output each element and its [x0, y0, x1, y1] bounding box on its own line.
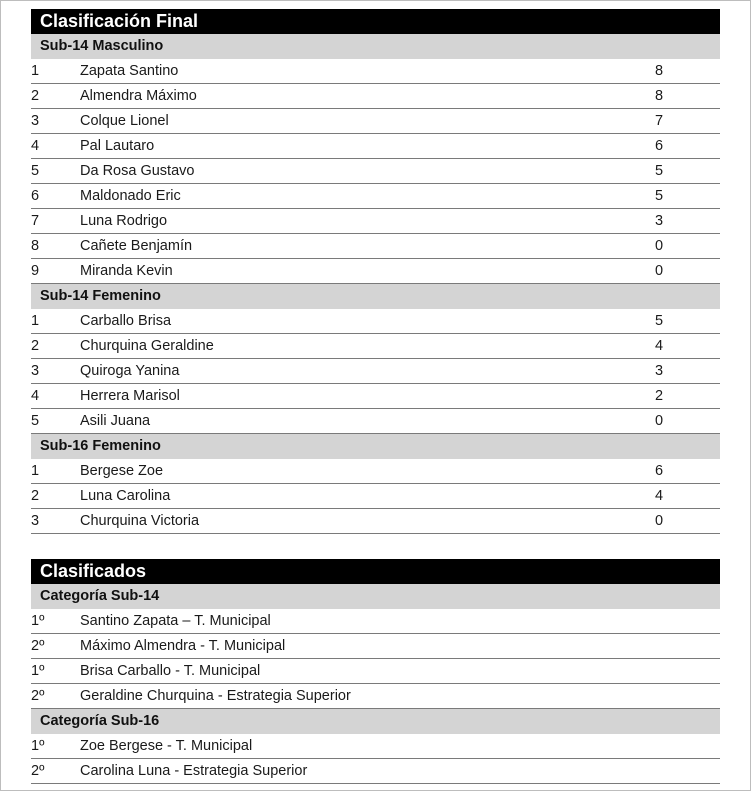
table-row	[31, 84, 720, 109]
position: 5	[31, 163, 40, 179]
position: 1	[31, 313, 40, 329]
player-name: Churquina Victoria	[80, 513, 200, 529]
qualified-title: Clasificados	[31, 559, 720, 584]
position: 2	[31, 488, 40, 504]
points: 0	[655, 263, 664, 279]
points: 0	[655, 513, 664, 529]
player-name: Da Rosa Gustavo	[80, 163, 195, 179]
player-name: Zapata Santino	[80, 63, 179, 79]
points: 4	[655, 338, 664, 354]
position: 1	[31, 63, 40, 79]
position: 3	[31, 363, 40, 379]
points: 6	[655, 138, 664, 154]
player-name: Luna Rodrigo	[80, 213, 168, 229]
group-header-sub14-masculino: Sub-14 Masculino	[31, 34, 720, 59]
position: 2	[31, 338, 40, 354]
points: 3	[655, 213, 664, 229]
table-row	[31, 159, 720, 184]
position: 4	[31, 388, 40, 404]
points: 3	[655, 363, 664, 379]
table-row	[31, 759, 720, 784]
position: 3	[31, 113, 40, 129]
group-header-sub16-femenino: Sub-16 Femenino	[31, 434, 720, 459]
group-header-categoria-sub14: Categoría Sub-14	[31, 584, 720, 609]
points: 0	[655, 413, 664, 429]
points: 7	[655, 113, 664, 129]
table-row	[31, 609, 720, 634]
placement: 1º	[31, 663, 45, 679]
player-name: Cañete Benjamín	[80, 238, 193, 254]
qualified-player: Geraldine Churquina - Estrategia Superior	[80, 688, 351, 704]
position: 2	[31, 88, 40, 104]
points: 2	[655, 388, 664, 404]
group-header-categoria-sub16: Categoría Sub-16	[31, 709, 720, 734]
position: 1	[31, 463, 40, 479]
table-row	[31, 734, 720, 759]
player-name: Maldonado Eric	[80, 188, 181, 204]
points: 8	[655, 63, 664, 79]
position: 6	[31, 188, 40, 204]
placement: 2º	[31, 763, 45, 779]
qualified-player: Santino Zapata – T. Municipal	[80, 613, 271, 629]
table-row	[31, 509, 720, 534]
points: 8	[655, 88, 664, 104]
position: 7	[31, 213, 40, 229]
placement: 1º	[31, 613, 45, 629]
placement: 2º	[31, 688, 45, 704]
table-row	[31, 459, 720, 484]
points: 5	[655, 313, 664, 329]
points: 0	[655, 238, 664, 254]
qualified-player: Máximo Almendra - T. Municipal	[80, 638, 286, 654]
table-row	[31, 359, 720, 384]
placement: 2º	[31, 638, 45, 654]
table-row	[31, 334, 720, 359]
qualified-player: Zoe Bergese - T. Municipal	[80, 738, 253, 754]
qualified-player: Carolina Luna - Estrategia Superior	[80, 763, 308, 779]
player-name: Luna Carolina	[80, 488, 171, 504]
player-name: Carballo Brisa	[80, 313, 172, 329]
points: 6	[655, 463, 664, 479]
placement: 1º	[31, 738, 45, 754]
table-row	[31, 309, 720, 334]
player-name: Churquina Geraldine	[80, 338, 214, 354]
table-row	[31, 134, 720, 159]
player-name: Colque Lionel	[80, 113, 169, 129]
player-name: Bergese Zoe	[80, 463, 164, 479]
table-row	[31, 109, 720, 134]
player-name: Almendra Máximo	[80, 88, 197, 104]
points: 5	[655, 188, 664, 204]
table-row	[31, 209, 720, 234]
group-header-sub14-femenino: Sub-14 Femenino	[31, 284, 720, 309]
position: 4	[31, 138, 40, 154]
table-row	[31, 234, 720, 259]
points: 4	[655, 488, 664, 504]
table-row	[31, 484, 720, 509]
table-row	[31, 684, 720, 709]
position: 8	[31, 238, 40, 254]
table-row	[31, 59, 720, 84]
table-row	[31, 259, 720, 284]
table-row	[31, 409, 720, 434]
qualified-player: Brisa Carballo - T. Municipal	[80, 663, 261, 679]
table-row	[31, 634, 720, 659]
position: 9	[31, 263, 40, 279]
final-standings-title: Clasificación Final	[31, 9, 720, 34]
points: 5	[655, 163, 664, 179]
table-row	[31, 184, 720, 209]
player-name: Miranda Kevin	[80, 263, 173, 279]
position: 5	[31, 413, 40, 429]
player-name: Pal Lautaro	[80, 138, 155, 154]
player-name: Asili Juana	[80, 413, 151, 429]
final-standings-table	[31, 9, 720, 534]
table-row	[31, 384, 720, 409]
table-row	[31, 659, 720, 684]
player-name: Quiroga Yanina	[80, 363, 180, 379]
qualified-table	[31, 559, 720, 784]
player-name: Herrera Marisol	[80, 388, 180, 404]
position: 3	[31, 513, 40, 529]
